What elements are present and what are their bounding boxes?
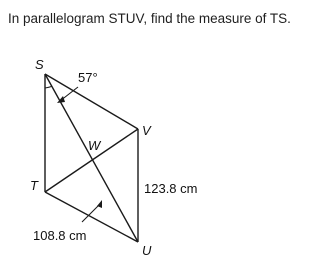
angle-label: 57° [78,70,98,85]
vertex-label-t: T [30,178,38,193]
segment-tv-length-label: 108.8 cm [33,228,87,243]
vertex-label-u: U [142,243,152,258]
question-text: In parallelogram STUV, find the measure of TS. [8,11,291,26]
angle-arc-s [45,86,52,88]
vertex-label-w: W [88,138,101,153]
vertex-label-s: S [35,57,44,72]
vertex-label-v: V [142,123,151,138]
side-vu-length-label: 123.8 cm [144,181,198,196]
